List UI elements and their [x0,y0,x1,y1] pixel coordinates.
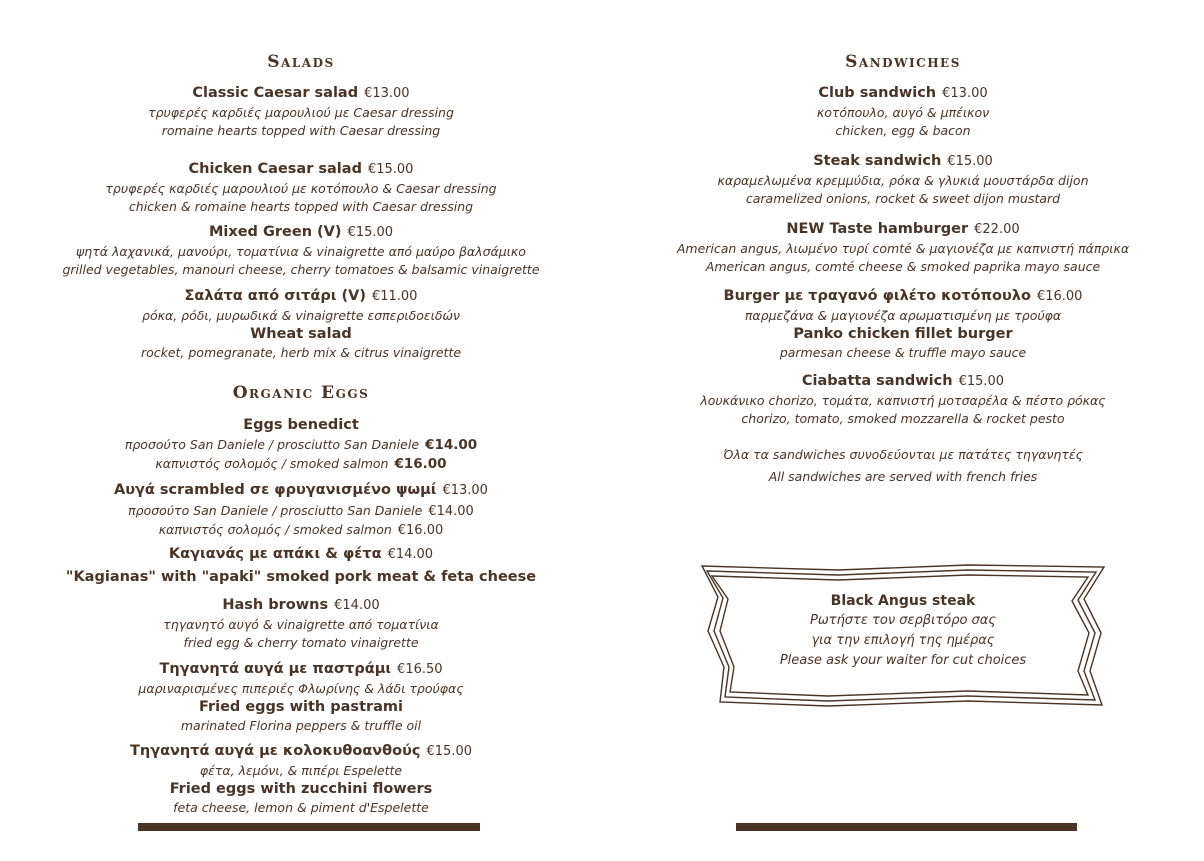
item-desc-gr: ψητά λαχανικά, μανούρι, τοματίνια & vinaigrette από μαύρο βαλσάμικο [76,243,526,259]
item-desc-en: marinated Florina peppers & truffle oil [180,717,422,733]
item-desc-en: feta cheese, lemon & piment d'Espelette [173,799,429,815]
right-footer-bar [736,823,1077,831]
menu-item-wheat-salad [0,287,602,362]
item-desc-gr: κοτόπουλο, αυγό & μπέικον [816,104,990,120]
item-desc-en: rocket, pomegranate, herb mix & citrus vinaigrette [140,344,462,360]
steak-box [698,591,1108,671]
menu-item-mixed-green [0,223,602,280]
item-desc-gr: ρόκα, ρόδι, μυρωδικά & vinaigrette εσπεριδοειδών [142,307,460,323]
item-price: €11.00 [371,289,418,304]
item-price: €14.00 [387,547,434,562]
item-desc-gr: καραμελωμένα κρεμμύδια, ρόκα & γλυκιά μουστάρδα dijon [717,172,1089,188]
item-desc-en: chicken, egg & bacon [835,123,971,138]
item-name-en: "Kagianas" with "apaki" smoked pork meat & feta cheese [65,568,537,585]
item-desc-gr: παρμεζάνα & μαγιονέζα αρωματισμένη με τρούφα [744,307,1062,323]
item-option: καπνιστός σολομός / smoked salmon [155,456,389,471]
item-price: €15.00 [367,162,414,177]
item-price: €22.00 [974,222,1020,237]
right-column [602,0,1204,861]
item-name: Mixed Green (V) [208,224,342,240]
sandwiches-note [602,444,1204,488]
item-price: €15.00 [347,225,394,240]
item-name: NEW Taste hamburger [786,221,969,237]
item-name: Τηγανητά αυγά με κολοκυθοανθούς [129,743,421,759]
item-name: Club sandwich [818,85,937,101]
item-desc-gr: μαριναρισμένες πιπεριές Φλωρίνης & λάδι τρούφας [138,680,464,696]
item-price: €14.00 [425,436,478,453]
menu-item-ciabatta [602,372,1204,429]
menu-item-hash-browns [0,596,602,653]
item-name-en: Wheat salad [250,326,352,342]
item-desc-gr: τηγανητό αυγό & vinaigrette από τοματίνια [163,616,439,632]
left-footer-bar [138,823,480,831]
menu-item-chicken-burger [602,287,1204,362]
salads-heading: Salads [267,52,335,72]
item-desc-gr: τρυφερές καρδιές μαρουλιού με κοτόπουλο & Caesar dressing [105,180,497,196]
item-name: Steak sandwich [813,153,942,169]
item-option: προσούτο San Daniele / prosciutto San Daniele [128,502,423,518]
sandwiches-heading: Sandwiches [845,52,961,72]
item-desc-en: chicken & romaine hearts topped with Caesar dressing [128,199,474,214]
item-name: Classic Caesar salad [192,85,359,101]
organic-eggs-heading: Organic Eggs [232,383,370,403]
item-price: €16.00 [397,522,444,538]
steak-box-line-1: Ρωτήστε τον σερβιτόρο σας [810,613,996,628]
item-name: Chicken Caesar salad [188,161,362,177]
item-name: Eggs benedict [243,417,359,433]
menu-item-zucchini-eggs [0,742,602,817]
menu-item-pastrami-eggs [0,660,602,735]
item-name: Σαλάτα από σιτάρι (V) [184,288,366,304]
item-name: Αυγά scrambled σε φρυγανισμένο ψωμί [114,482,437,498]
item-desc-gr: American angus, λιωμένο τυρί comté & μαγιονέζα με καπνιστή πάπρικα [676,240,1130,256]
menu-item-kagianas [0,545,602,586]
menu-item-chicken-caesar [0,160,602,217]
item-name: Καγιανάς με απάκι & φέτα [168,546,382,562]
item-desc-gr: τρυφερές καρδιές μαρουλιού με Caesar dressing [148,104,454,120]
menu-item-eggs-benedict [0,416,602,474]
item-price: €16.00 [1036,289,1083,304]
item-price: €15.00 [426,744,472,759]
item-price: €16.00 [394,456,447,472]
item-name: Hash browns [222,597,329,613]
menu-item-club-sandwich [602,84,1204,141]
item-price: €16.50 [397,662,443,677]
item-option: προσούτο San Daniele / prosciutto San Daniele [124,436,420,452]
item-price: €13.00 [942,86,988,101]
steak-box-title: Black Angus steak [830,593,976,609]
item-name: Burger με τραγανό φιλέτο κοτόπουλο [723,288,1031,304]
note-en: All sandwiches are served with french fries [768,469,1038,484]
item-option: καπνιστός σολομός / smoked salmon [158,521,392,537]
menu-item-scrambled-eggs [0,481,602,539]
item-desc-en: American angus, comté cheese & smoked paprika mayo sauce [705,259,1101,274]
item-name-en: Fried eggs with zucchini flowers [169,781,433,797]
item-price: €13.00 [442,483,488,498]
note-gr: Όλα τα sandwiches συνοδεύονται με πατάτες τηγανητές [723,447,1083,462]
item-desc-en: chorizo, tomato, smoked mozzarella & rocket pesto [741,411,1065,426]
item-price: €15.00 [958,374,1005,389]
item-desc-en: parmesan cheese & truffle mayo sauce [779,344,1027,360]
item-price: €14.00 [428,503,474,519]
steak-box-line-3: Please ask your waiter for cut choices [779,653,1027,668]
item-desc-en: caramelized onions, rocket & sweet dijon mustard [745,191,1061,206]
item-desc-en: grilled vegetables, manouri cheese, cherry tomatoes & balsamic vinaigrette [62,262,540,277]
item-price: €14.00 [334,598,380,613]
menu-item-steak-sandwich [602,152,1204,209]
item-price: €15.00 [947,154,993,169]
item-desc-gr: φέτα, λεμόνι, & πιπέρι Espelette [199,762,403,778]
menu-item-taste-hamburger [602,220,1204,277]
item-desc-gr: λουκάνικο chorizo, τομάτα, καπνιστή μοτσαρέλα & πέστο ρόκας [700,392,1106,408]
item-name-en: Fried eggs with pastrami [198,699,404,715]
item-name: Τηγανητά αυγά με παστράμι [159,661,392,677]
menu-item-classic-caesar [0,84,602,141]
item-name: Ciabatta sandwich [801,373,953,389]
item-desc-en: fried egg & cherry tomato vinaigrette [183,635,419,650]
item-price: €13.00 [364,86,410,101]
steak-box-line-2: για την επιλογή της ημέρας [811,633,995,648]
item-desc-en: romaine hearts topped with Caesar dressing [161,123,441,138]
item-name-en: Panko chicken fillet burger [793,326,1013,342]
